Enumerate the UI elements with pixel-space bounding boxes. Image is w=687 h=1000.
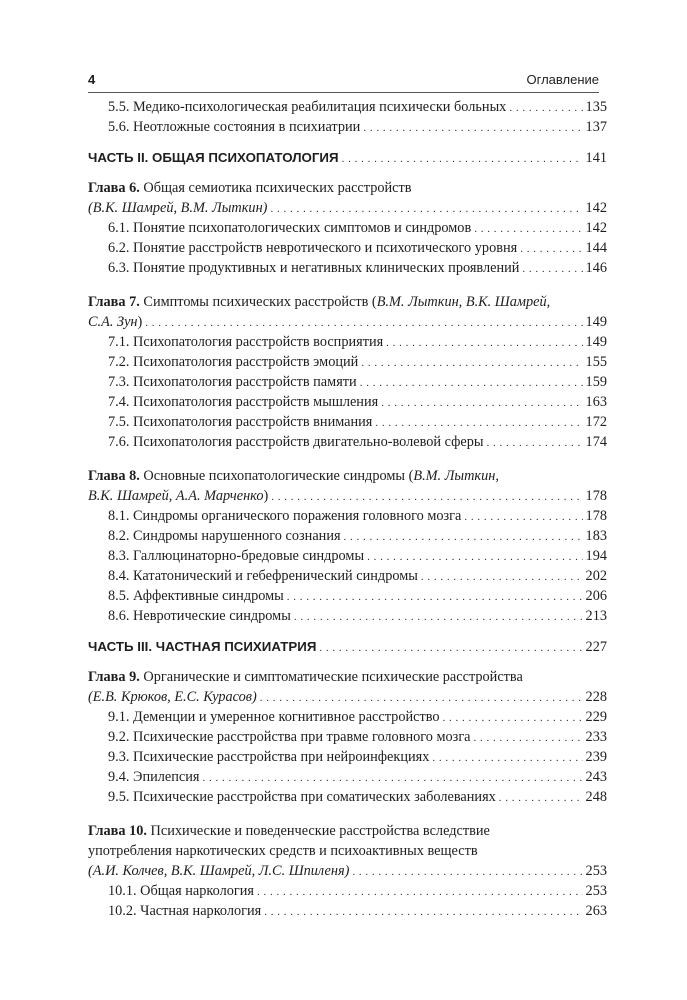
toc-entry-title: 7.3. Психопатология расстройств памяти (108, 374, 357, 390)
toc-entry-page: 229 (585, 709, 607, 725)
toc-entry-page: 146 (585, 260, 607, 276)
leader-dots (344, 526, 583, 547)
chapter-label: Глава 8. (88, 468, 140, 484)
chapter-label: Глава 10. (88, 823, 147, 839)
leader-dots (319, 637, 582, 658)
toc-entry-10-2[interactable] (88, 901, 607, 921)
toc-entry-7-6[interactable] (88, 432, 607, 452)
toc-entry-title: 7.1. Психопатология расстройств восприятия (108, 334, 384, 350)
toc-entry-page: 183 (585, 528, 607, 544)
part-page: 141 (585, 150, 607, 166)
part-title: ЧАСТЬ III. ЧАСТНАЯ ПСИХИАТРИЯ (88, 639, 317, 654)
toc-entry-page: 155 (585, 354, 607, 370)
toc-entry-title: 7.6. Психопатология расстройств двигательно-волевой сферы (108, 434, 484, 450)
toc-entry-title: 8.2. Синдромы нарушенного сознания (108, 528, 341, 544)
chapter-authors: В.М. Лыткин, В.К. Шамрей, (376, 294, 551, 310)
chapter-authors-cont: В.К. Шамрей, А.А. Марченко (88, 488, 264, 504)
toc-chapter-10[interactable] (88, 821, 607, 881)
toc-entry-page: 163 (585, 394, 607, 410)
toc-entry-title: 7.2. Психопатология расстройств эмоций (108, 354, 359, 370)
toc-entry-7-2[interactable] (88, 352, 607, 372)
leader-dots (386, 332, 582, 353)
leader-dots (287, 586, 583, 607)
leader-dots (352, 861, 582, 882)
toc-entry-7-3[interactable] (88, 372, 607, 392)
chapter-authors-close: ) (263, 488, 269, 504)
toc-entry-title: 7.4. Психопатология расстройств мышления (108, 394, 379, 410)
toc-entry-page: 142 (585, 220, 607, 236)
chapter-page: 228 (585, 689, 607, 705)
leader-dots (264, 901, 582, 922)
leader-dots (257, 881, 583, 902)
leader-dots (145, 312, 582, 333)
toc-entry-7-5[interactable] (88, 412, 607, 432)
toc-entry-page: 248 (585, 789, 607, 805)
chapter-page: 142 (585, 200, 607, 216)
toc-entry-title: 9.4. Эпилепсия (108, 769, 200, 785)
leader-dots (360, 372, 583, 393)
leader-dots (464, 506, 582, 527)
chapter-title-cont: употребления наркотических средств и психоактивных веществ (88, 843, 478, 859)
chapter-authors-close: ) (137, 314, 143, 330)
toc-entry-page: 144 (585, 240, 607, 256)
part-title: ЧАСТЬ II. ОБЩАЯ ПСИХОПАТОЛОГИЯ (88, 150, 339, 165)
toc-chapter-9[interactable] (88, 667, 607, 707)
toc-entry-8-6[interactable] (88, 606, 607, 626)
leader-dots (509, 97, 582, 118)
chapter-title: Общая семиотика психических расстройств (139, 180, 412, 196)
toc-entry-8-4[interactable] (88, 566, 607, 586)
part-page: 227 (585, 639, 607, 655)
chapter-authors: (А.И. Колчев, В.К. Шамрей, Л.С. Шпиленя) (88, 863, 350, 879)
leader-dots (381, 392, 582, 413)
toc-entry-page: 239 (585, 749, 607, 765)
toc-entry-9-2[interactable] (88, 727, 607, 747)
toc-part-3[interactable] (88, 637, 607, 657)
toc-entry-title: 10.2. Частная наркология (108, 903, 262, 919)
toc-entry-6-1[interactable] (88, 218, 607, 238)
chapter-page: 253 (585, 863, 607, 879)
table-of-contents (88, 97, 607, 921)
toc-entry-5-6[interactable] (88, 117, 607, 137)
toc-entry-title: 8.4. Кататонический и гебефренический синдромы (108, 568, 418, 584)
toc-entry-5-5[interactable] (88, 97, 607, 117)
toc-entry-title: 9.3. Психические расстройства при нейроинфекциях (108, 749, 430, 765)
leader-dots (202, 767, 582, 788)
chapter-title: Органические и симптоматические психические расстройства (139, 669, 523, 685)
leader-dots (361, 352, 582, 373)
leader-dots (474, 218, 582, 239)
leader-dots (443, 707, 583, 728)
toc-entry-9-5[interactable] (88, 787, 607, 807)
page-number: 4 (88, 72, 96, 87)
toc-entry-page: 213 (585, 608, 607, 624)
chapter-label: Глава 9. (88, 669, 140, 685)
chapter-authors: (Е.В. Крюков, Е.С. Курасов) (88, 689, 257, 705)
leader-dots (432, 747, 582, 768)
toc-entry-9-3[interactable] (88, 747, 607, 767)
toc-entry-page: 159 (585, 374, 607, 390)
toc-entry-title: 7.5. Психопатология расстройств внимания (108, 414, 373, 430)
toc-entry-page: 135 (585, 99, 607, 115)
toc-entry-page: 263 (585, 903, 607, 919)
toc-entry-page: 178 (585, 508, 607, 524)
chapter-authors: В.М. Лыткин, (413, 468, 499, 484)
toc-entry-title: 5.6. Неотложные состояния в психиатрии (108, 119, 361, 135)
toc-entry-page: 137 (585, 119, 607, 135)
toc-part-2[interactable] (88, 148, 607, 168)
leader-dots (271, 486, 582, 507)
leader-dots (363, 117, 582, 138)
toc-entry-page: 149 (585, 334, 607, 350)
chapter-authors: (В.К. Шамрей, В.М. Лыткин) (88, 200, 268, 216)
toc-entry-10-1[interactable] (88, 881, 607, 901)
toc-chapter-6[interactable] (88, 178, 607, 218)
toc-chapter-7[interactable] (88, 292, 607, 332)
toc-entry-page: 253 (585, 883, 607, 899)
toc-entry-title: 5.5. Медико-психологическая реабилитация психически больных (108, 99, 507, 115)
toc-entry-page: 174 (585, 434, 607, 450)
toc-entry-9-4[interactable] (88, 767, 607, 787)
chapter-title: Психические и поведенческие расстройства вследствие (146, 823, 490, 839)
toc-entry-6-2[interactable] (88, 238, 607, 258)
toc-entry-page: 172 (585, 414, 607, 430)
toc-entry-title: 9.2. Психические расстройства при травме головного мозга (108, 729, 471, 745)
leader-dots (367, 546, 582, 567)
leader-dots (520, 238, 582, 259)
running-title: Оглавление (526, 72, 599, 87)
leader-dots (375, 412, 582, 433)
toc-entry-page: 206 (585, 588, 607, 604)
toc-entry-8-3[interactable] (88, 546, 607, 566)
toc-entry-8-1[interactable] (88, 506, 607, 526)
leader-dots (294, 606, 583, 627)
toc-entry-title: 10.1. Общая наркология (108, 883, 254, 899)
leader-dots (270, 198, 582, 219)
leader-dots (260, 687, 583, 708)
toc-entry-title: 6.3. Понятие продуктивных и негативных клинических проявлений (108, 260, 520, 276)
toc-chapter-8[interactable] (88, 466, 607, 506)
toc-entry-title: 8.5. Аффективные синдромы (108, 588, 284, 604)
page-header (88, 70, 599, 93)
toc-entry-title: 9.5. Психические расстройства при соматических заболеваниях (108, 789, 496, 805)
toc-entry-page: 243 (585, 769, 607, 785)
toc-entry-title: 9.1. Деменции и умеренное когнитивное расстройство (108, 709, 440, 725)
toc-entry-title: 8.6. Невротические синдромы (108, 608, 291, 624)
leader-dots (421, 566, 583, 587)
toc-entry-title: 8.3. Галлюцинаторно-бредовые синдромы (108, 548, 365, 564)
chapter-title: Симптомы психических расстройств ( (139, 294, 377, 310)
toc-entry-8-5[interactable] (88, 586, 607, 606)
chapter-label: Глава 6. (88, 180, 140, 196)
toc-entry-6-3[interactable] (88, 258, 607, 278)
toc-entry-title: 6.2. Понятие расстройств невротического и психотического уровня (108, 240, 518, 256)
chapter-label: Глава 7. (88, 294, 140, 310)
toc-entry-page: 194 (585, 548, 607, 564)
chapter-authors-cont: С.А. Зун (88, 314, 138, 330)
chapter-title: Основные психопатологические синдромы ( (139, 468, 414, 484)
chapter-page: 149 (585, 314, 607, 330)
chapter-page: 178 (585, 488, 607, 504)
toc-entry-9-1[interactable] (88, 707, 607, 727)
toc-entry-page: 233 (585, 729, 607, 745)
leader-dots (487, 432, 583, 453)
toc-entry-7-1[interactable] (88, 332, 607, 352)
leader-dots (499, 787, 583, 808)
leader-dots (522, 258, 582, 279)
toc-entry-page: 202 (585, 568, 607, 584)
leader-dots (342, 148, 583, 169)
toc-entry-8-2[interactable] (88, 526, 607, 546)
toc-entry-title: 8.1. Синдромы органического поражения головного мозга (108, 508, 462, 524)
leader-dots (474, 727, 583, 748)
toc-entry-7-4[interactable] (88, 392, 607, 412)
toc-entry-title: 6.1. Понятие психопатологических симптомов и синдромов (108, 220, 472, 236)
